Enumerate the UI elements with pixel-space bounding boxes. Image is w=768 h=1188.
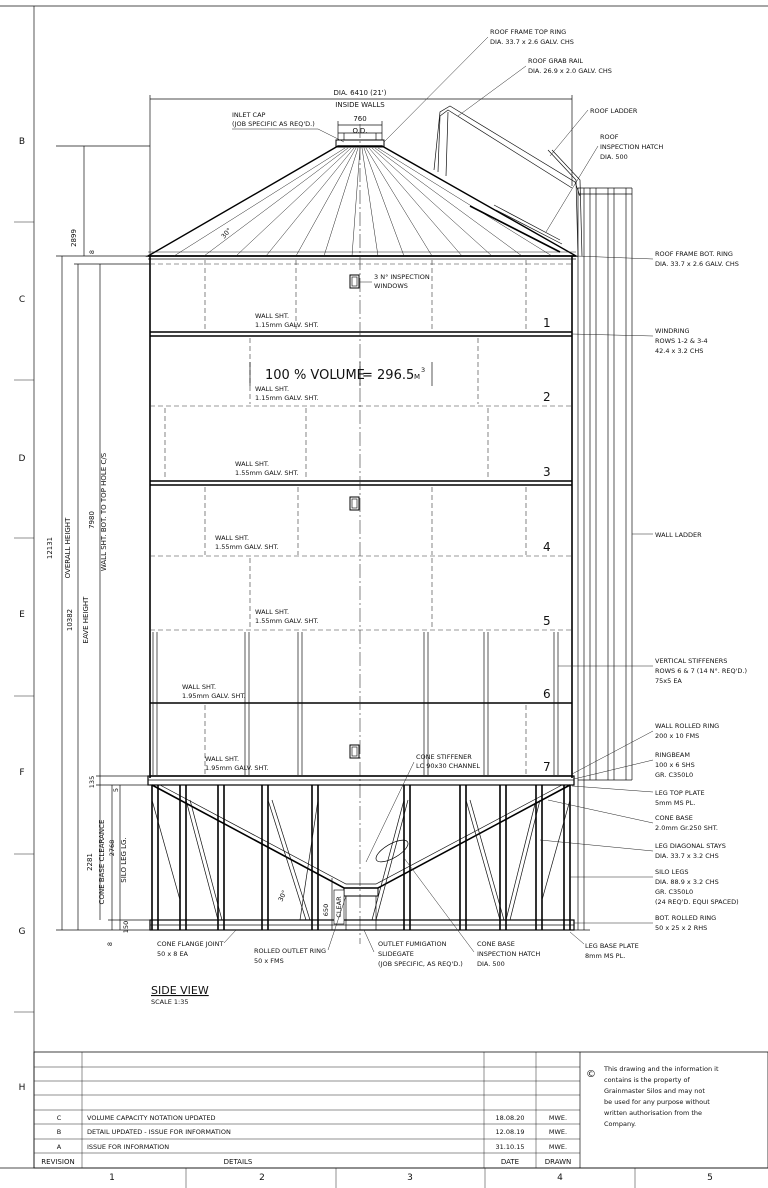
copyright-notice-line: written authorisation from the [604, 1109, 703, 1117]
roof-hatch-label: INSPECTION HATCH [600, 143, 664, 151]
grid-row-label: B [18, 137, 26, 147]
volume-unit: M [414, 373, 421, 381]
grid-row-label: H [18, 1083, 26, 1093]
revision-code: C [56, 1114, 62, 1122]
volume-label: 100 % VOLUME [265, 368, 365, 383]
copyright-notice-line: be used for any purpose without [604, 1098, 710, 1106]
slidegate-spec: (JOB SPECIFIC, AS REQ'D.) [378, 960, 463, 968]
roof-hatch-spec: DIA. 500 [600, 153, 628, 161]
grid-row-label: D [18, 454, 26, 464]
wall-row-number: 7 [543, 760, 551, 774]
windring-spec: 42.4 x 3.2 CHS [655, 347, 704, 355]
ringbeam-height-value: 135 [88, 775, 96, 789]
roof-eave-offset: 8 [88, 249, 96, 255]
copyright-icon: © [586, 1069, 596, 1080]
revision-date: 31.10.15 [495, 1143, 525, 1151]
cone-flange-spec: 50 x 8 EA [157, 950, 189, 958]
wall-rolled-ring-label: WALL ROLLED RING [655, 722, 720, 730]
silo-wall [150, 124, 572, 944]
grid-column-markers [109, 1168, 713, 1188]
cone-stiffener-label: CONE STIFFENER [416, 753, 472, 761]
wall-height-value: 7980 [88, 511, 96, 529]
wall-ladder-label: WALL LADDER [655, 531, 702, 539]
revision-details: ISSUE FOR INFORMATION [87, 1143, 170, 1151]
wall-sheet-label: WALL SHT. [255, 312, 290, 320]
leg-base-plate-spec: 8mm MS PL. [585, 952, 626, 960]
wall-sheet-label: WALL SHT. [255, 385, 290, 393]
cone-hatch-spec: DIA. 500 [477, 960, 505, 968]
inspection-windows-label: 3 N° INSPECTION [374, 273, 430, 281]
wall-row-number: 3 [543, 465, 551, 479]
volume-value: = 296.5 [362, 368, 415, 383]
grid-col-label: 2 [259, 1173, 265, 1183]
wall-height-label: WALL SHT. BOT. TO TOP HOLE C/S [100, 452, 108, 572]
grid-col-label: 3 [407, 1173, 413, 1183]
wall-sheet-spec: 1.55mm GALV. SHT. [255, 617, 319, 625]
overall-height-value: 12131 [46, 536, 54, 560]
grid-row-label: E [19, 610, 25, 620]
roof-frame-bot-ring-spec: DIA. 33.7 x 2.6 GALV. CHS [655, 260, 739, 268]
wall-ladder [572, 188, 632, 930]
windring-label: WINDRING [655, 327, 690, 335]
base-ring-height-value: 150 [122, 920, 130, 934]
cone-clearance-value: 2281 [86, 853, 94, 871]
roof-ladder-label: ROOF LADDER [590, 107, 638, 115]
revision-header: REVISION [41, 1158, 75, 1166]
diameter-dimension: DIA. 6410 (21') [333, 89, 387, 97]
revision-code: A [56, 1143, 62, 1151]
copyright-notice-line: contains is the property of [604, 1076, 690, 1084]
rolled-outlet-spec: 50 x FMS [254, 957, 284, 965]
slidegate-label: SLIDEGATE [378, 950, 414, 958]
silo-legs-grade: GR. C350L0 [655, 888, 694, 896]
ringbeam-grade: GR. C350L0 [655, 771, 694, 779]
roof-hatch-label: ROOF [600, 133, 619, 141]
rolled-outlet-label: ROLLED OUTLET RING [254, 947, 326, 955]
wall-sheet-spec: 1.15mm GALV. SHT. [255, 394, 319, 402]
wall-row-number: 1 [543, 316, 551, 330]
wall-row-number: 5 [543, 614, 551, 628]
wall-rolled-ring-spec: 200 x 10 FMS [655, 732, 700, 740]
revision-drawn: MWE. [548, 1143, 568, 1151]
drawing-scale: SCALE 1:35 [151, 998, 189, 1006]
cone-stiffener-spec: LC 90x30 CHANNEL [416, 762, 481, 770]
roof-height-value: 2899 [70, 229, 78, 247]
inlet-cap-spec: (JOB SPECIFIC AS REQ'D.) [232, 120, 315, 128]
ringbeam-label: RINGBEAM [655, 751, 690, 759]
roof-angle-label: 30° [219, 226, 234, 241]
wall-sheet-spec: 1.95mm GALV. SHT. [182, 692, 246, 700]
cone-hatch-label: CONE BASE [477, 940, 515, 948]
wall-sheet-spec: 1.55mm GALV. SHT. [235, 469, 299, 477]
revision-date: 12.08.19 [495, 1128, 525, 1136]
copyright-notice-line: Grainmaster Silos and may not [604, 1087, 705, 1095]
wall-sheet-label: WALL SHT. [215, 534, 250, 542]
wall-row-number: 2 [543, 390, 551, 404]
leg-top-plate-label: LEG TOP PLATE [655, 789, 705, 797]
wall-sheet-label: WALL SHT. [235, 460, 270, 468]
roof-grab-rail-spec: DIA. 26.9 x 2.0 GALV. CHS [528, 67, 612, 75]
date-header: DATE [500, 1158, 520, 1166]
view-title [151, 984, 209, 1006]
leg-top-plate-spec: 5mm MS PL. [655, 799, 696, 807]
vertical-stiffeners-label: ROWS 6 & 7 (14 N°. REQ'D.) [655, 667, 748, 675]
outlet-dimension: 760 [353, 115, 367, 123]
cone-and-legs [148, 776, 574, 930]
wall-sheet-label: WALL SHT. [255, 608, 290, 616]
leg-base-plate-label: LEG BASE PLATE [585, 942, 639, 950]
volume-callout [250, 362, 432, 386]
revision-details: DETAIL UPDATED - ISSUE FOR INFORMATION [87, 1128, 231, 1136]
cone-base-spec: 2.0mm Gr.250 SHT. [655, 824, 718, 832]
ring-offset-value: 5 [112, 787, 120, 793]
volume-unit-exponent: 3 [421, 366, 426, 374]
wall-sheet-spec: 1.55mm GALV. SHT. [215, 543, 279, 551]
ringbeam-spec: 100 x 6 SHS [655, 761, 695, 769]
sheet-frame [0, 6, 768, 1168]
outlet-dimension-sub: O.D. [352, 127, 368, 135]
grid-col-label: 1 [109, 1173, 115, 1183]
revision-drawn: MWE. [548, 1114, 568, 1122]
cone-hatch-label: INSPECTION HATCH [477, 950, 541, 958]
revision-code: B [56, 1128, 62, 1136]
silo-legs-spec: DIA. 88.9 x 3.2 CHS [655, 878, 719, 886]
copyright-notice-line: This drawing and the information it [604, 1065, 719, 1073]
eave-height-label: EAVE HEIGHT [82, 596, 90, 644]
revision-date: 18.08.20 [495, 1114, 525, 1122]
leg-diagonal-stays-spec: DIA. 33.7 x 3.2 CHS [655, 852, 719, 860]
wall-row-number: 4 [543, 540, 551, 554]
cone-base-label: CONE BASE [655, 814, 693, 822]
vertical-stiffeners-spec: 75x5 EA [655, 677, 682, 685]
silo-legs-count: (24 REQ'D. EQUI SPACED) [655, 898, 739, 906]
side-view-title: SIDE VIEW [151, 984, 209, 997]
overall-height-label: OVERALL HEIGHT [64, 517, 72, 579]
silo-legs-label: SILO LEGS [655, 868, 689, 876]
bottom-rolled-ring-spec: 50 x 25 x 2 RHS [655, 924, 708, 932]
silo-leg-length-value: 2768 [108, 839, 116, 857]
revision-drawn: MWE. [548, 1128, 568, 1136]
roof-frame-top-ring-label: ROOF FRAME TOP RING [490, 28, 567, 36]
copyright-notice-line: Company. [604, 1120, 637, 1128]
grid-row-label: C [18, 295, 26, 305]
windring-label: ROWS 1-2 & 3-4 [655, 337, 708, 345]
grid-row-label: G [18, 927, 26, 937]
silo-leg-length-label: SILO LEG LG. [120, 837, 128, 883]
grid-col-label: 5 [707, 1173, 713, 1183]
inlet-cap-label: INLET CAP [232, 111, 266, 119]
cone-angle-label: 30° [276, 889, 289, 903]
bottom-labels [157, 858, 639, 968]
cone-clearance-label: CONE BASE CLEARANCE [98, 819, 106, 905]
eave-height-value: 10382 [66, 608, 74, 632]
grid-row-label: F [19, 768, 25, 778]
wall-sheet-label: WALL SHT. [182, 683, 217, 691]
revision-details: VOLUME CAPACITY NOTATION UPDATED [87, 1114, 216, 1122]
bottom-rolled-ring-label: BOT. ROLLED RING [655, 914, 717, 922]
inspection-windows-label: WINDOWS [374, 282, 408, 290]
wall-row-number: 6 [543, 687, 551, 701]
title-block [34, 1052, 768, 1168]
grid-col-label: 4 [557, 1173, 563, 1183]
details-header: DETAILS [223, 1158, 253, 1166]
base-plate-offset-value: 8 [106, 941, 114, 947]
wall-sheet-spec: 1.15mm GALV. SHT. [255, 321, 319, 329]
roof-grab-rail-label: ROOF GRAB RAIL [528, 57, 584, 65]
leg-diagonal-stays-label: LEG DIAGONAL STAYS [655, 842, 726, 850]
cone-flange-label: CONE FLANGE JOINT [157, 940, 224, 948]
slidegate-label: OUTLET FUMIGATION [378, 940, 447, 948]
inner-labels [182, 111, 480, 862]
drawn-header: DRAWN [544, 1158, 572, 1166]
outlet-clearance-value: 650 [322, 903, 330, 917]
roof-frame-top-ring-spec: DIA. 33.7 x 2.6 GALV. CHS [490, 38, 574, 46]
diameter-dimension-sub: INSIDE WALLS [335, 101, 385, 109]
wall-sheet-label: WALL SHT. [205, 755, 240, 763]
vertical-stiffeners-label: VERTICAL STIFFENERS [655, 657, 728, 665]
outlet-clearance-label: CLEAR [335, 896, 343, 918]
wall-sheet-spec: 1.95mm GALV. SHT. [205, 764, 269, 772]
roof-frame-bot-ring-label: ROOF FRAME BOT. RING [655, 250, 733, 258]
grid-row-markers [14, 137, 34, 1093]
